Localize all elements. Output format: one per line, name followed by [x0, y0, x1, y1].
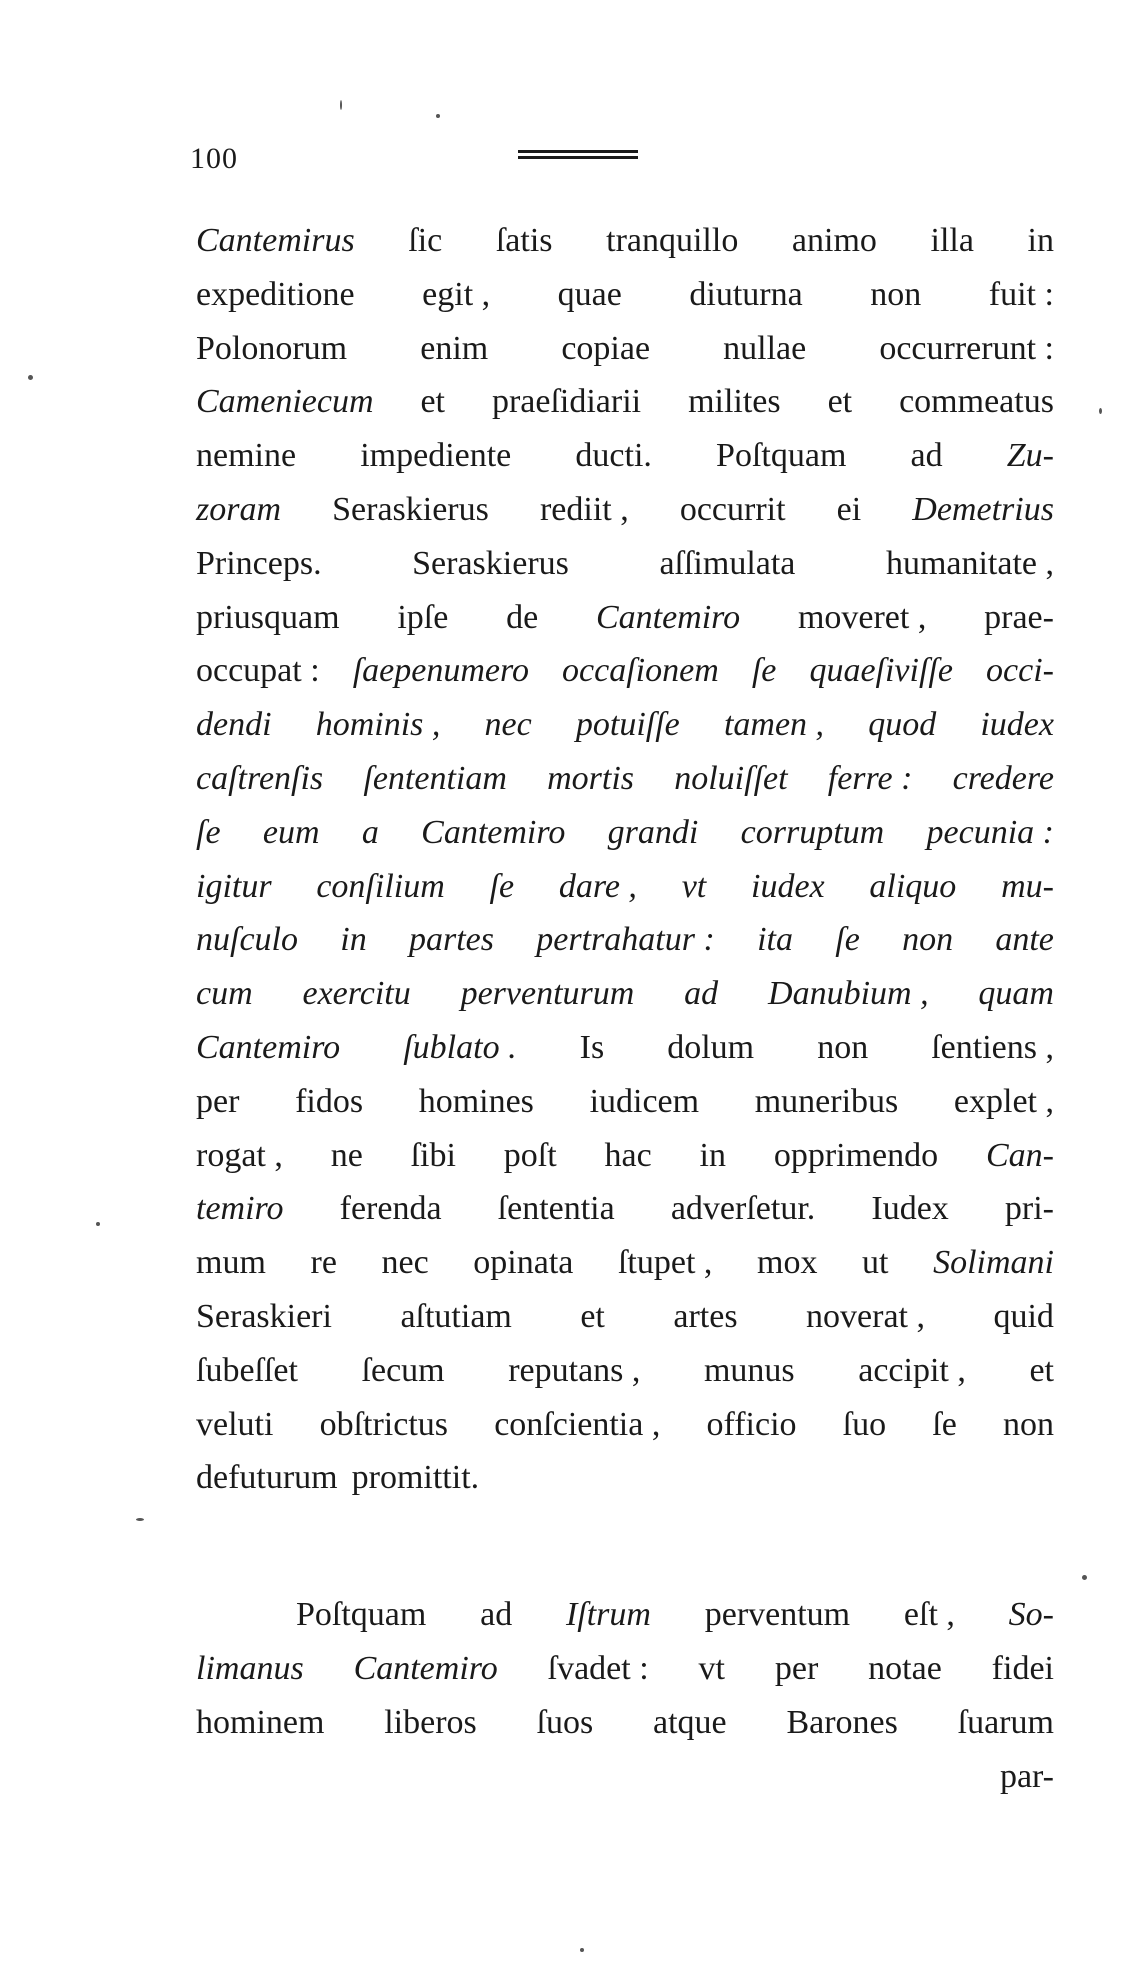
- word: ei: [836, 490, 862, 528]
- word: poſt: [503, 1136, 557, 1174]
- text-line: [196, 490, 1054, 537]
- word: Barones: [786, 1703, 898, 1741]
- word: temiro: [196, 1190, 284, 1228]
- text-line: [196, 867, 1054, 914]
- word: Cantemiro: [353, 1649, 498, 1687]
- text-line: [196, 1246, 1054, 1290]
- word: ferre :: [827, 759, 913, 797]
- word: explet ,: [953, 1082, 1054, 1120]
- word: ſe: [751, 652, 777, 690]
- word: ſtupet ,: [617, 1244, 713, 1282]
- word: Iudex: [871, 1190, 949, 1228]
- word: ſe: [835, 921, 860, 959]
- word: noluiſſet: [674, 759, 788, 797]
- word: officio: [706, 1405, 797, 1443]
- word: artes: [673, 1297, 738, 1335]
- word: conſilium: [316, 867, 445, 905]
- word: per: [196, 1082, 240, 1120]
- text-line: [196, 385, 1054, 429]
- catchword: par-: [999, 1758, 1054, 1795]
- word: tranquillo: [606, 222, 739, 259]
- word: commeatus: [899, 383, 1054, 421]
- word: eſt ,: [903, 1596, 955, 1633]
- word: hac: [604, 1136, 652, 1174]
- word: de: [506, 598, 539, 636]
- word: dolum: [667, 1028, 755, 1066]
- word: ſatis: [495, 222, 553, 259]
- word: adverſetur.: [670, 1190, 816, 1228]
- word: illa: [930, 222, 974, 259]
- word: mu-: [1001, 867, 1054, 905]
- word: mortis: [547, 759, 635, 797]
- word: ſvadet :: [547, 1649, 649, 1687]
- word: egit ,: [422, 275, 491, 313]
- word: notae: [868, 1649, 942, 1687]
- text-line: [196, 439, 1054, 483]
- text-line: [196, 1405, 1054, 1452]
- word: corruptum: [740, 813, 885, 851]
- word: a: [361, 813, 379, 851]
- word: Poſtquam: [296, 1596, 427, 1633]
- word: perventum: [704, 1596, 851, 1633]
- word: ita: [757, 921, 793, 959]
- text-line: [196, 1136, 1054, 1183]
- word: Danubium ,: [768, 975, 929, 1013]
- word: tamen ,: [723, 706, 825, 744]
- word: vt: [681, 867, 707, 905]
- text-line: [196, 1461, 1054, 1505]
- word: mox: [757, 1244, 818, 1282]
- word: So-: [1008, 1596, 1054, 1633]
- text-line: [196, 759, 1054, 806]
- word: non: [902, 921, 954, 959]
- word: eum: [262, 813, 320, 851]
- word: nec: [381, 1244, 429, 1282]
- word: ſuo: [842, 1405, 887, 1443]
- word: ſe: [489, 867, 515, 905]
- word: ſuarum: [957, 1703, 1054, 1741]
- word: aſſimulata: [659, 544, 796, 582]
- text-line: [196, 654, 1054, 698]
- word: occurrerunt :: [879, 329, 1054, 367]
- word: ſecum: [361, 1351, 445, 1389]
- word: obſtrictus: [319, 1405, 449, 1443]
- word: hominis ,: [315, 706, 441, 744]
- word: Iſtrum: [565, 1596, 651, 1633]
- word: et: [580, 1297, 605, 1335]
- word: rogat ,: [196, 1136, 283, 1174]
- word: potuiſſe: [575, 706, 680, 744]
- word: occupat :: [196, 652, 320, 690]
- paragraph-2: [196, 1598, 1054, 1759]
- word: ſentiens ,: [931, 1028, 1054, 1066]
- page-number: 100: [190, 142, 238, 175]
- word: pertrahatur :: [536, 921, 715, 959]
- word: in: [1027, 222, 1054, 259]
- word: limanus: [196, 1649, 304, 1687]
- word: nemine: [196, 437, 297, 475]
- word: ad: [684, 975, 719, 1013]
- word: nuſculo: [196, 921, 298, 959]
- word: veluti: [196, 1405, 274, 1443]
- scan-speck: [580, 1948, 584, 1952]
- word: exercitu: [302, 975, 411, 1013]
- catchword-line: [196, 1760, 1054, 1804]
- word: Cantemiro: [421, 813, 566, 851]
- word: ipſe: [397, 598, 449, 636]
- word: ad: [480, 1596, 513, 1633]
- word: animo: [791, 222, 877, 259]
- word: Seraskieri: [196, 1297, 332, 1335]
- word: caſtrenſis: [196, 759, 324, 797]
- word: quam: [978, 975, 1054, 1013]
- word: atque: [653, 1703, 727, 1741]
- word: copiae: [561, 329, 651, 367]
- word: in: [699, 1136, 726, 1174]
- word: enim: [420, 329, 489, 367]
- word: quae: [557, 275, 622, 313]
- word: priusquam: [196, 598, 340, 636]
- word: Cameniecum: [196, 383, 374, 421]
- word: ſublato .: [403, 1028, 517, 1066]
- word: per: [774, 1649, 819, 1687]
- word: aliquo: [869, 867, 957, 905]
- text-line: [196, 598, 1054, 645]
- text-line: [196, 224, 1054, 268]
- word: iudex: [980, 706, 1054, 744]
- word: opprimendo: [773, 1136, 939, 1174]
- word: homines: [418, 1082, 534, 1120]
- header-rule: [518, 150, 638, 162]
- word: moveret ,: [797, 598, 927, 636]
- text-line: [196, 813, 1054, 860]
- word: quaeſiviſſe: [809, 652, 953, 690]
- word: expeditione: [196, 275, 355, 313]
- word: accipit ,: [858, 1351, 966, 1389]
- word: opinata: [473, 1244, 574, 1282]
- word: credere: [952, 759, 1054, 797]
- text-line: [196, 1297, 1054, 1344]
- word: ſic: [408, 222, 443, 259]
- word: et: [827, 383, 853, 421]
- word: munus: [703, 1351, 795, 1389]
- word: ante: [995, 921, 1054, 959]
- word: ſe: [196, 813, 221, 851]
- scan-speck: [1099, 408, 1102, 414]
- word: ſe: [932, 1405, 957, 1443]
- word: in: [340, 921, 367, 959]
- word: nec: [484, 706, 532, 744]
- word: ſententiam: [363, 759, 507, 797]
- word: ſaepenumero: [352, 652, 529, 690]
- word: Demetrius: [912, 490, 1054, 528]
- text-line: [196, 1028, 1054, 1075]
- word: occaſionem: [562, 652, 719, 690]
- word: prae-: [984, 598, 1054, 636]
- text-line: [196, 708, 1054, 752]
- word: Cantemiro: [595, 598, 741, 636]
- word: reputans ,: [508, 1351, 641, 1389]
- word: ad: [910, 437, 943, 475]
- word: iudex: [751, 867, 825, 905]
- word: dare ,: [558, 867, 637, 905]
- scan-speck: [436, 114, 440, 118]
- word: cum: [196, 975, 253, 1013]
- word: Polonorum: [196, 329, 348, 367]
- word: Solimani: [933, 1244, 1054, 1282]
- word: impediente: [360, 437, 512, 475]
- word: Seraskierus: [332, 490, 489, 528]
- word: humanitate ,: [885, 544, 1054, 582]
- word: Can-: [985, 1136, 1054, 1174]
- text-line: [196, 923, 1054, 967]
- text-line: [196, 1598, 1054, 1642]
- word: vt: [698, 1649, 725, 1687]
- word: non: [817, 1028, 869, 1066]
- word: iudicem: [589, 1082, 700, 1120]
- text-line: [196, 275, 1054, 322]
- word: Is: [579, 1028, 605, 1066]
- word: occi-: [986, 652, 1054, 690]
- word: ſubeſſet: [196, 1351, 298, 1389]
- word: nullae: [723, 329, 807, 367]
- word: fidos: [295, 1082, 364, 1120]
- paragraph-1: [196, 224, 1054, 1515]
- text-line: [196, 544, 1054, 591]
- word: Zu-: [1006, 437, 1054, 475]
- scan-speck: [1082, 1575, 1087, 1580]
- word: defuturum: [196, 1459, 338, 1497]
- word: ne: [330, 1136, 363, 1174]
- word: fuit :: [988, 275, 1054, 313]
- word: ſententia: [497, 1190, 615, 1228]
- word: ducti.: [575, 437, 652, 475]
- word: Cantemirus: [196, 222, 355, 259]
- scan-speck: [136, 1518, 144, 1521]
- word: pri-: [1004, 1190, 1054, 1228]
- text-line: [196, 1351, 1054, 1398]
- word: conſcientia ,: [494, 1405, 661, 1443]
- word: hominem: [196, 1703, 325, 1741]
- word: ſuos: [536, 1703, 594, 1741]
- word: Princeps.: [196, 544, 322, 582]
- word: praeſidiarii: [491, 383, 642, 421]
- word: Poſtquam: [716, 437, 847, 475]
- word: grandi: [607, 813, 699, 851]
- word: Seraskierus: [412, 544, 569, 582]
- word: mum: [196, 1244, 266, 1282]
- word: muneribus: [754, 1082, 899, 1120]
- word: partes: [409, 921, 494, 959]
- word: rediit ,: [539, 490, 629, 528]
- text-line: [196, 1082, 1054, 1129]
- scan-speck: [96, 1222, 100, 1226]
- word: fidei: [991, 1649, 1054, 1687]
- word: diuturna: [689, 275, 803, 313]
- word: milites: [688, 383, 781, 421]
- word: liberos: [384, 1703, 477, 1741]
- word: occurrit: [679, 490, 786, 528]
- text-line: [196, 1703, 1054, 1750]
- word: zoram: [196, 490, 282, 528]
- word: dendi: [196, 706, 272, 744]
- text-line: [196, 1649, 1054, 1696]
- scan-speck: [340, 100, 342, 110]
- word: non: [1002, 1405, 1054, 1443]
- word: pecunia :: [926, 813, 1054, 851]
- word: ſibi: [410, 1136, 456, 1174]
- text-line: [196, 1192, 1054, 1236]
- word: quid: [993, 1297, 1054, 1335]
- word: ut: [862, 1244, 889, 1282]
- word: quod: [868, 706, 937, 744]
- word: aſtutiam: [400, 1297, 512, 1335]
- word: promittit.: [351, 1459, 480, 1497]
- word: et: [1029, 1351, 1054, 1389]
- text-line: [196, 329, 1054, 376]
- word: et: [420, 383, 446, 421]
- word: perventurum: [460, 975, 635, 1013]
- word: igitur: [196, 867, 272, 905]
- word: Cantemiro: [196, 1028, 341, 1066]
- word: noverat ,: [806, 1297, 925, 1335]
- word: non: [870, 275, 922, 313]
- scan-speck: [28, 375, 33, 380]
- word: re: [310, 1244, 337, 1282]
- word: ferenda: [339, 1190, 442, 1228]
- text-line: [196, 977, 1054, 1021]
